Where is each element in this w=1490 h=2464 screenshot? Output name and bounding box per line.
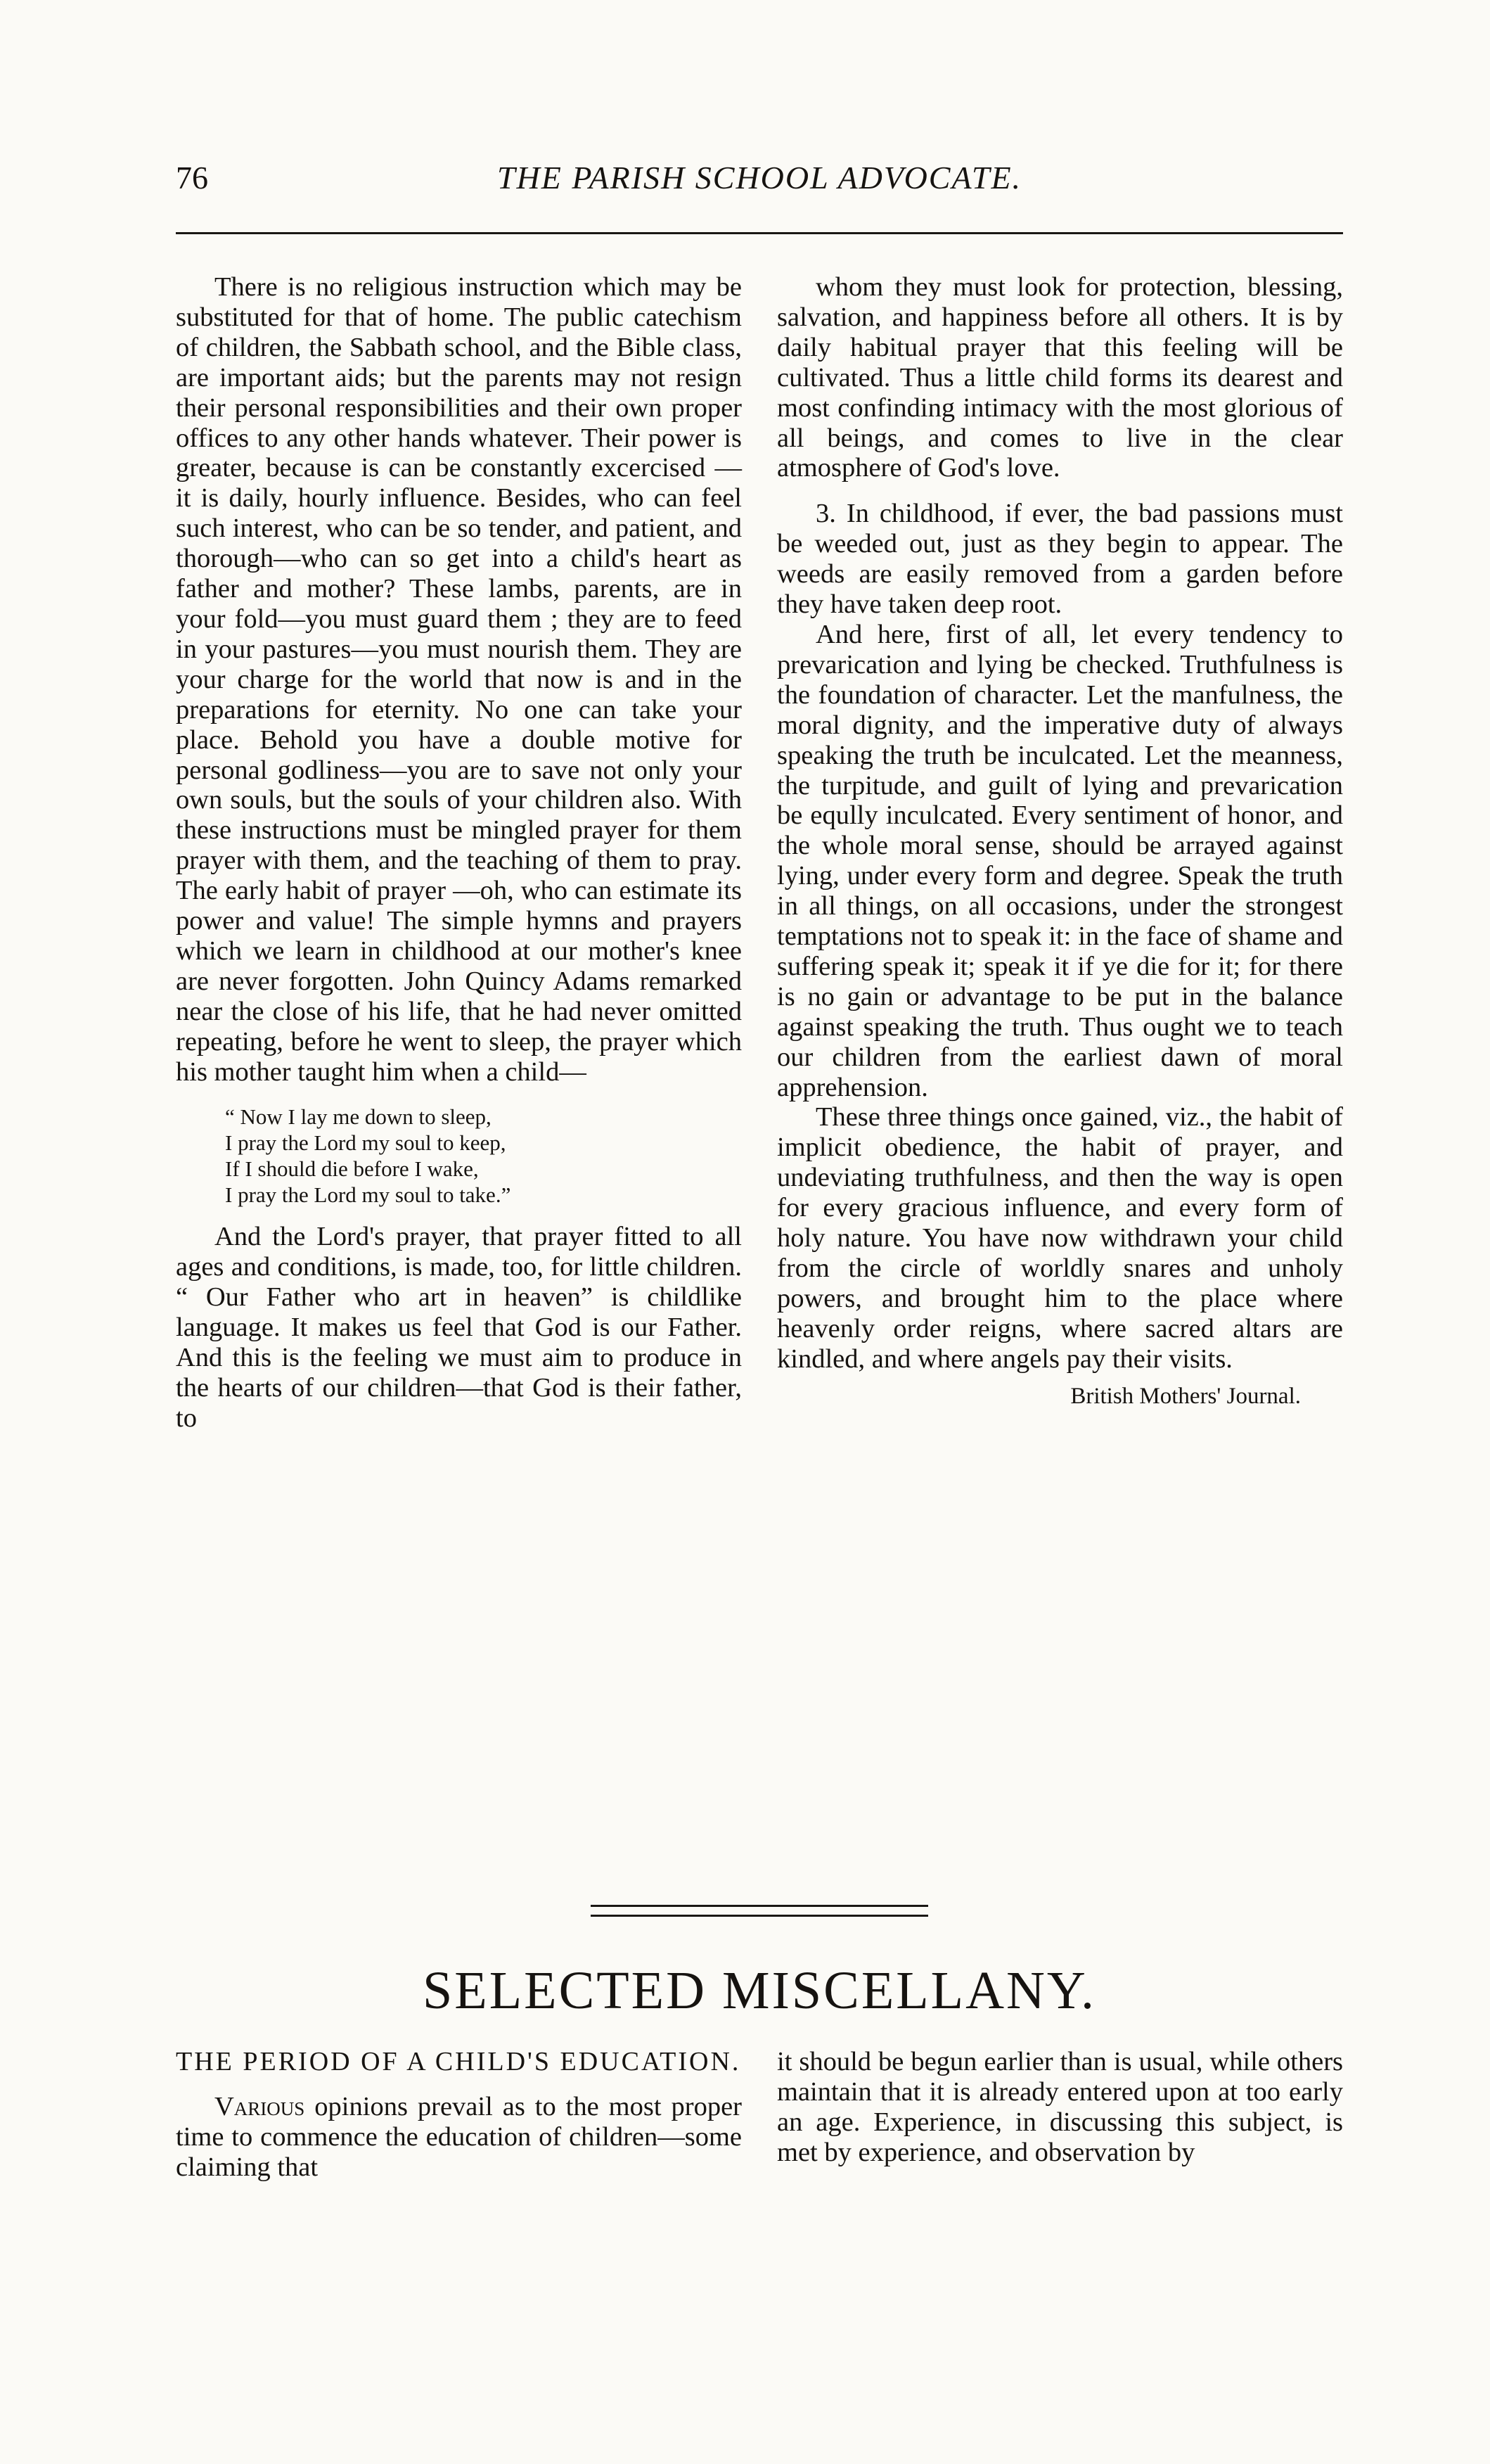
page-number: 76	[176, 160, 208, 196]
section-title: SELECTED MISCELLANY.	[423, 1961, 1096, 2020]
article-heading: THE PERIOD OF A CHILD'S EDUCATION.	[176, 2047, 741, 2076]
left-paragraph-1: There is no religious instruction which may be substituted for that of home. The public catechism of children, the Sabbath school, and the Bible class, are important aids; but the parents may not resign their personal responsibilities and their own proper offices to any other hands whatever. Their power is greater, because is can be constantly excercised — it is daily, hourly influence. Besides, who can feel such interest, who can be so tender, and patient, and thorough—who can so get into a child's heart as father and mother? These lambs, parents, are in your fold—you must guard them ; they are to feed in your pastures—you must nourish them. They are your charge for the world that now is and in the preparations for eternity. No one can take your place. Behold you have a double motive for personal godliness—you are to save not only your own souls, but the souls of your children also. With these instructions must be mingled prayer for them prayer with them, and the teaching of them to pray. The early habit of prayer —oh, who can estimate its power and value! The simple hymns and prayers which we learn in childhood at our mother's knee are never forgotten. John Quincy Adams remarked near the close of his life, that he had never omitted repeating, before he went to sleep, the prayer which his mother taught him when a child—	[176, 272, 742, 1087]
poem-line-4: I pray the Lord my soul to take.”	[225, 1182, 511, 1208]
right-paragraph-3: And here, first of all, let every tendency to prevarication and lying be checked. Truthfulness is the foundation of character. Let the manfulness, the moral dignity, and the imperative duty of always speaking the truth be inculcated. Let the meanness, the turpitude, and guilt of lying and prevarication be eqully inculcated. Every sentiment of honor, and the whole moral sense, should be arrayed against lying, under every form and degree. Speak the truth in all things, on all occasions, under the strongest temptations not to speak it: in the face of shame and suffering speak it; speak it if ye die for it; for there is no gain or advantage to be put in the balance against speaking the truth. Thus ought we to teach our children from the earliest dawn of moral apprehension.	[777, 619, 1343, 1102]
right-paragraph-1: whom they must look for protection, blessing, salvation, and happiness before all others. It is by daily habitual prayer that this feeling will be cultivated. Thus a little child forms its dearest and most confinding intimacy with the most glorious of all beings, and comes to live in the clear atmosphere of God's love.	[777, 272, 1343, 483]
poem-line-1: “ Now I lay me down to sleep,	[225, 1104, 492, 1130]
left-paragraph-2: And the Lord's prayer, that prayer fitted to all ages and conditions, is made, too, for little children. “ Our Father who art in heaven” is childlike language. It makes us feel that God is our Father. And this is the feeling we must aim to produce in the hearts of our children—that God is their father, to	[176, 1222, 742, 1433]
poem-line-3: If I should die before I wake,	[225, 1156, 479, 1182]
right-paragraph-2: 3. In childhood, if ever, the bad passions must be weeded out, just as they begin to appear. The weeds are easily removed from a garden before they have taken deep root.	[777, 499, 1343, 620]
right-column	[777, 272, 1343, 1412]
running-title: THE PARISH SCHOOL ADVOCATE.	[496, 160, 1022, 196]
right-paragraph-4: These three things once gained, viz., the habit of implicit obedience, the habit of prayer, and undeviating truthfulness, and then the way is open for every gracious influence, and every form of holy nature. You have now withdrawn your child from the circle of worldly snares and unholy powers, and brought him to the place where heavenly order reigns, where sacred altars are kindled, and where angels pay their visits.	[777, 1102, 1343, 1374]
article-right-column	[777, 2047, 1343, 2168]
prayer-poem	[225, 1104, 742, 1208]
article-left-text: opinions prevail as to the most proper time to commence the education of children—some claiming that	[176, 2092, 742, 2182]
article-left-paragraph	[176, 2092, 742, 2183]
article-left-column	[176, 2047, 742, 2183]
article-right-paragraph: it should be begun earlier than is usual, while others maintain that it is already entered upon at too early an age. Experience, in discussing this subject, is met by experience, and observation by	[777, 2047, 1343, 2167]
left-column	[176, 272, 742, 1434]
double-rule-top	[591, 1905, 928, 1907]
running-header	[176, 159, 1343, 201]
poem-line-2: I pray the Lord my soul to keep,	[225, 1130, 506, 1156]
header-rule	[176, 232, 1343, 234]
attribution: British Mothers' Journal.	[1070, 1383, 1301, 1409]
double-rule-bottom	[591, 1915, 928, 1917]
lead-word: Various	[214, 2092, 305, 2121]
